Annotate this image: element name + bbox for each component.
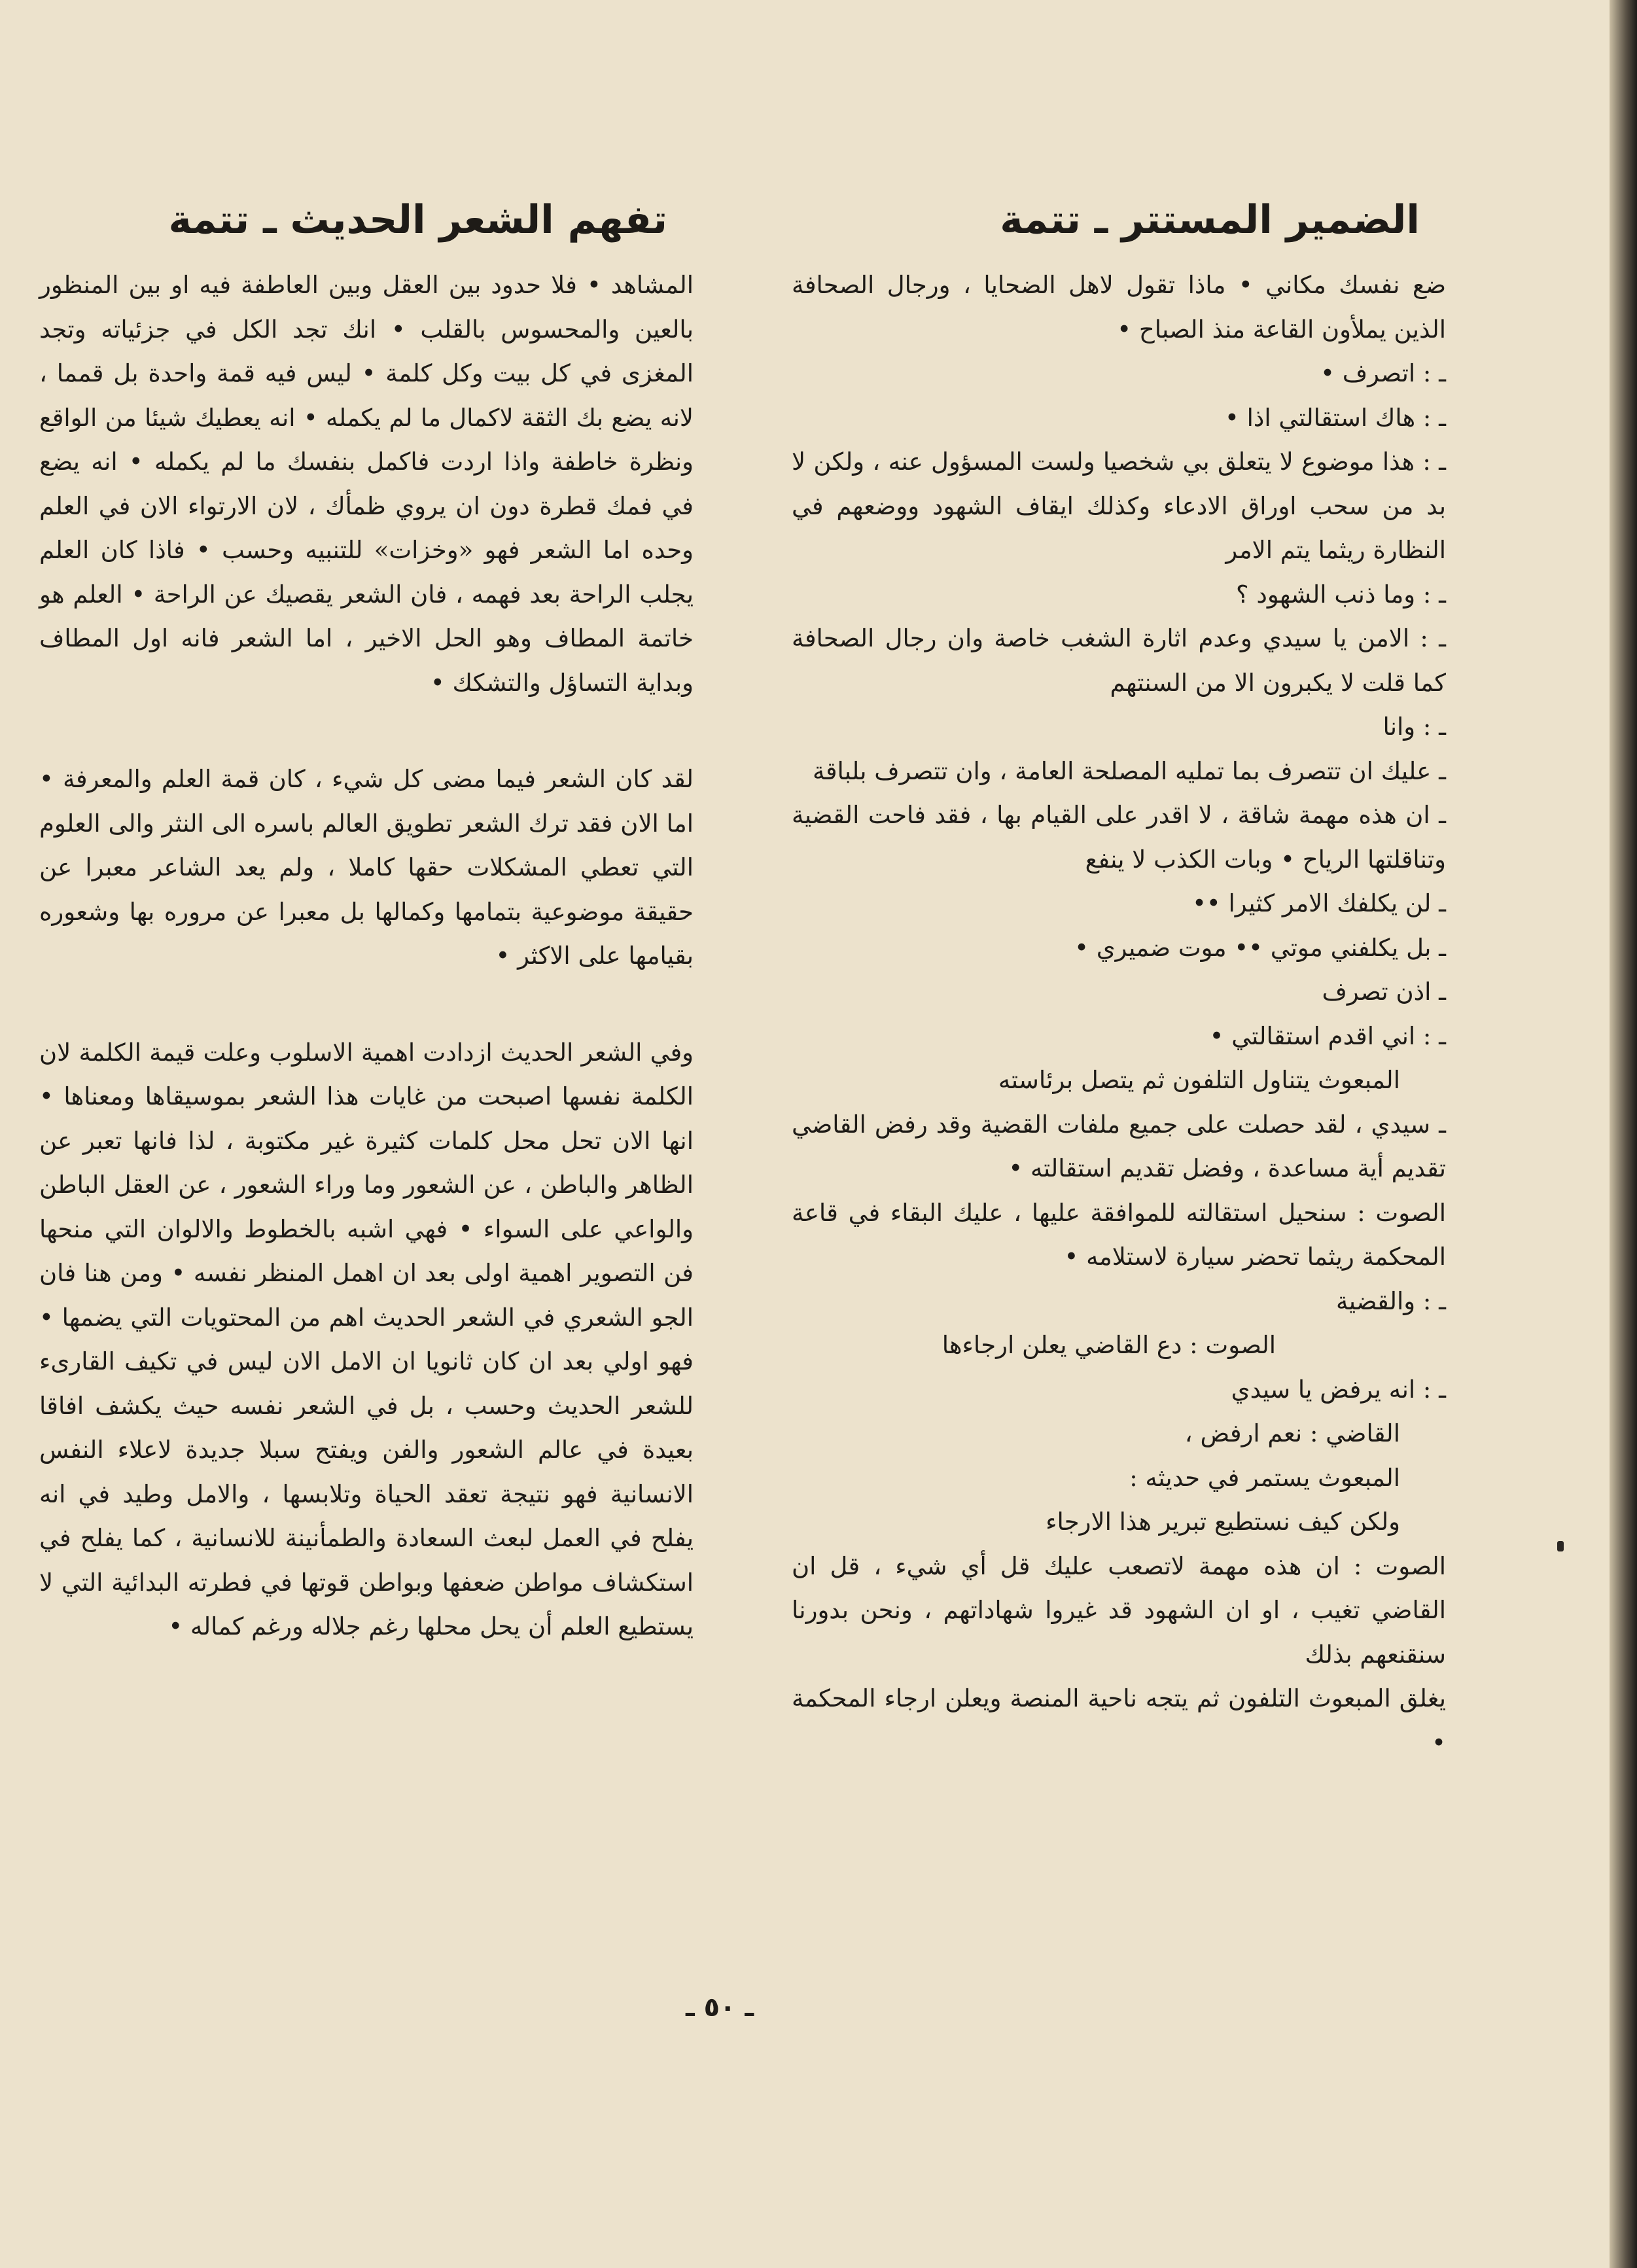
right-column-line: ـ : الامن يا سيدي وعدم اثارة الشغب خاصة وان رجال الصحافة كما قلت لا يكبرون الا من السنتهم [792, 616, 1446, 705]
right-column-line: القاضي : نعم ارفض ، [1184, 1419, 1400, 1447]
right-column-line: الصوت : سنحيل استقالته للموافقة عليها ، عليك البقاء في قاعة المحكمة ريثما تحضر سيارة لاستلامه • [792, 1198, 1446, 1271]
right-column-line: ـ : اتصرف • [792, 351, 1446, 396]
right-column-line: ـ : هاك استقالتي اذا • [792, 396, 1446, 440]
book-spine-shadow [1610, 0, 1637, 2268]
right-column-line: ـ اذن تصرف [792, 970, 1446, 1014]
right-column-body [792, 263, 1446, 1765]
right-column-line: ـ عليك ان تتصرف بما تمليه المصلحة العامة ، وان تتصرف بلباقة [792, 749, 1446, 794]
left-paragraph: لقد كان الشعر فيما مضى كل شيء ، كان قمة العلم والمعرفة • اما الان فقد ترك الشعر تطويق العالم باسره الى النثر والى العلوم التي تعطي المشكلات حقها كاملا ، ولم يعد الشاعر معبرا عن حقيقة موضوعية بتمامها وكمالها بل معبرا عن مروره بها وشعوره بقيامها على الاكثر • [39, 765, 694, 970]
right-column-line: ـ ان هذه مهمة شاقة ، لا اقدر على القيام بها ، فقد فاحت القضية وتناقلتها الرياح • وبات الكذب لا ينفع [792, 793, 1446, 881]
right-column-line: ـ : اني اقدم استقالتي • [792, 1014, 1446, 1059]
right-column-line: الصوت : دع القاضي يعلن ارجاءها [942, 1331, 1276, 1359]
right-column-line: ـ : والقضية [792, 1279, 1446, 1324]
right-column-line: المبعوث يتناول التلفون ثم يتصل برئاسته [998, 1066, 1400, 1094]
right-column-line: ـ سيدي ، لقد حصلت على جميع ملفات القضية وقد رفض القاضي تقديم أية مساعدة ، وفضل تقديم استقالته • [792, 1103, 1446, 1191]
right-column-line: المبعوث يستمر في حديثه : [1129, 1463, 1400, 1492]
left-column-title: تفهم الشعر الحديث ـ تتمة [168, 197, 667, 243]
right-column-line: ـ : هذا موضوع لا يتعلق بي شخصيا ولست المسؤول عنه ، ولكن لا بد من سحب اوراق الادعاء وكذلك ايقاف الشهود ووضعهم في النظارة ريثما يتم الامر [792, 440, 1446, 573]
right-column-line: الصوت : ان هذه مهمة لاتصعب عليك قل أي شيء ، قل ان القاضي تغيب ، او ان الشهود قد غيروا شهاداتهم ، ونحن بدورنا سنقنعهم بذلك [792, 1551, 1446, 1669]
right-column-title: الضمير المستتر ـ تتمة [1000, 197, 1420, 243]
left-paragraph: وفي الشعر الحديث ازدادت اهمية الاسلوب وعلت قيمة الكلمة لان الكلمة نفسها اصبحت من غايات هذا الشعر بموسيقاها ومعناها • انها الان تحل محل كلمات كثيرة غير مكتوبة ، لذا فانها تعبر عن الظاهر والباطن ، عن الشعور وما وراء الشعور ، عن العقل الباطن والواعي على السواء • فهي اشبه بالخطوط والالوان التي منحها فن التصوير اهمية اولى بعد ان اهمل المنظر نفسه • ومن هنا فان الجو الشعري في الشعر الحديث اهم من المحتويات التي يضمها • فهو اولي بعد ان كان ثانويا ان الامل الان ليس في تكيف القارىء للشعر الحديث وحسب ، بل في الشعر نفسه حيث يكشف افاقا بعيدة في عالم الشعور والفن ويفتح سبلا جديدة لاعلاء النفس الانسانية فهو نتيجة تعقد الحياة وتلابسها ، والامل وطيد في انه يفلح في العمل لبعث السعادة والطمأنينة للانسانية ، كما يفلح في استكشاف مواطن ضعفها وبواطن قوتها في فطرته البدائية التي لا يستطيع العلم أن يحل محلها رغم جلاله ورغم كماله • [39, 1038, 694, 1640]
right-column [792, 196, 1446, 1765]
right-column-line: ـ لن يكلفك الامر كثيرا •• [792, 881, 1446, 926]
binding-hole-mark [1557, 1541, 1564, 1551]
right-column-line: ـ : وانا [792, 705, 1446, 749]
left-paragraph: المشاهد • فلا حدود بين العقل وبين العاطفة فيه او بين المنظور بالعين والمحسوس بالقلب • انك تجد الكل في جزئياته وتجد المغزى في كل بيت وكل كلمة • ليس فيه قمة واحدة بل قمما ، لانه يضع بك الثقة لاكمال ما لم يكمله • انه يعطيك شيئا من الواقع ونظرة خاطفة واذا اردت فاكمل بنفسك ما لم يكمله • انه يضع في فمك قطرة دون ان يروي ظمأك ، لان الارتواء الان في العلم وحده اما الشعر فهو «وخزات» للتنبيه وحسب • فاذا كان العلم يجلب الراحة بعد فهمه ، فان الشعر يقصيك عن الراحة • العلم هو خاتمة المطاف وهو الحل الاخير ، اما الشعر فانه اول المطاف وبداية التساؤل والتشكك • [39, 271, 694, 697]
left-column [39, 196, 694, 1649]
right-column-line: ـ : انه يرفض يا سيدي [792, 1368, 1446, 1412]
right-column-line: ـ : وما ذنب الشهود ؟ [792, 573, 1446, 617]
right-column-line: ـ بل يكلفني موتي •• موت ضميري • [792, 926, 1446, 970]
right-column-line: ولكن كيف نستطيع تبرير هذا الارجاء [1046, 1508, 1400, 1536]
page-number: ـ ٥٠ ـ [685, 1993, 754, 2023]
right-column-line: يغلق المبعوث التلفون ثم يتجه ناحية المنصة ويعلن ارجاء المحكمة • [792, 1684, 1446, 1757]
right-column-line: ضع نفسك مكاني • ماذا تقول لاهل الضحايا ، ورجال الصحافة الذين يملأون القاعة منذ الصباح • [792, 271, 1446, 344]
